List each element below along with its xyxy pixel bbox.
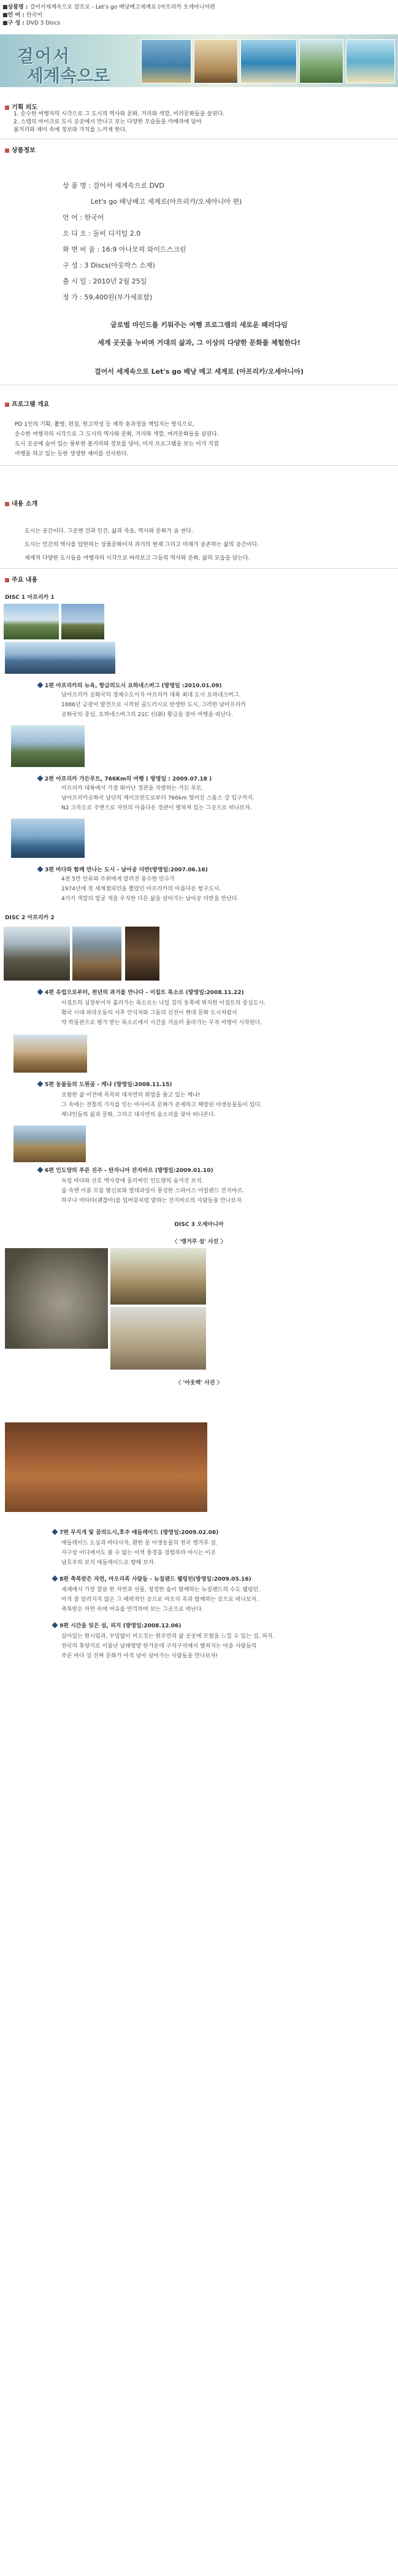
banner (0, 34, 398, 87)
episode-2-line: N2 고속도로 주변으로 자연의 아름다운 경관이 펼쳐져 있는 그곳으로 떠나보자. (61, 805, 252, 811)
episode-title-text: 7편 무지개 빛 꿈의도시,호주 애들레이드 (방영일:2009.02.08) (59, 1530, 219, 1536)
product-name: 상 품 명 : 걸어서 세계속으로 DVD (63, 182, 164, 190)
bullet-icon (5, 106, 9, 110)
photo-mine-tunnel (125, 927, 159, 981)
photo-outback-rocks (5, 1422, 207, 1512)
diamond-icon (37, 776, 44, 782)
slogan-1: 글로벌 마인드를 키워주는 여행 프로그램의 새로운 패러다임 (110, 321, 288, 329)
program-title-text: 프로그램 개요 (12, 401, 50, 408)
episode-4-line: 황국 시대 파라오들의 사후 안식처와 그들의 신전이 현대 문화 도시처럼서 (61, 1010, 237, 1016)
photo-wildlife (13, 1125, 86, 1162)
content-line: 세계적 다양한 도시들을 여행자의 시각으로 바라보고 그들의 역사와 문화, 삶의 모습을 담는다. (25, 555, 250, 561)
episode-4-line: 약 박물관으로 평가 받는 룩소르에서 시간을 거슬러 올라가는 무적 여행이 시작된다. (61, 1020, 262, 1026)
episode-8-line: 축복받은 자연 속에 여유를 만끽하며 보는 그곳으로 떠난다. (61, 1606, 204, 1613)
photo-harbor (11, 819, 85, 858)
episode-5-line: 포함한 삶 이전에 목목히 대자연의 위엄을 품고 있는 케냐! (61, 1092, 201, 1098)
photo-sea-lions (110, 1307, 206, 1370)
product-composition: 구 성 : 3 Discs(아웃박스 소재) (63, 261, 155, 269)
episode-5-line: 그 속에는 전통의 가치를 잇는 마사이족 문화가 존재하고 해방된 야생동물들이 있다. (61, 1102, 262, 1108)
divider (0, 568, 398, 569)
diamond-icon (37, 866, 44, 873)
episode-title-text: 8편 축복받은 자연, 마오리족 사람들 - 뉴질랜드 웰링턴(방영일:2009.05.16) (59, 1576, 251, 1583)
header-row-language (2, 12, 42, 19)
kangaroo-island-caption: 〈 '캥거루 섬' 사진 〉 (172, 1239, 226, 1245)
episode-3-line: 4천 5만 인류와 주위에게 알려진 용수한 민수가 (61, 876, 175, 882)
slogan-3: 걸어서 세계속으로 Let's go 배낭 메고 세계로 (아프리카/오세아니아) (94, 368, 304, 376)
header-row-composition (2, 20, 60, 27)
episode-6-line: 숲 속엔 이름 모를 향신료와 열대과일이 풍성한 스파이스 아일랜드 잔지바르. (61, 1188, 245, 1194)
episode-1-line: 남아프리카 공화국의 경제수도이자 아프리카 대륙 최대 도시 요하네스버그. (61, 692, 241, 698)
episode-title-text: 3편 바다와 함께 만나는 도시 - 남아공 더반(방영일:2007.06.16) (45, 867, 208, 873)
episode-9-line: 푸른 바다 섬 진짜 문화가 아직 남아 살아가는 사람들을 만나보자! (61, 1653, 218, 1659)
episode-2-title (38, 774, 212, 782)
header-value: 한국어 (26, 12, 42, 18)
content-title-text: 내용 소개 (12, 501, 38, 507)
plan-line: 2. 스탭의 마이크로 도시 곳곳에서 만나고 보는 다양한 모습들을 카메라에 담아 (13, 119, 202, 125)
episode-6-line: 독립 바다와 산호 백사장에 둘러싸인 인도양의 숨겨진 보석. (61, 1178, 204, 1184)
episode-3-line: 4가지 색깔의 얼굴 색을 우직한 다른 삶을 살아가는 남아공 더반을 만난다. (61, 896, 239, 902)
diamond-icon (52, 1622, 58, 1629)
diamond-icon (37, 989, 44, 995)
diamond-icon (52, 1529, 58, 1535)
content-line: 도시는 공간이다. 그곳엔 건과 인간, 삶과 죽음, 역사와 문화가 숨 쉰다. (25, 528, 193, 534)
header-label: ■상품명 : (2, 4, 30, 10)
episode-9-line: 천국의 휴양지로 이름난 남태평양 한가운데 구석구석에서 펼쳐지는 마을 사람들의 (61, 1643, 257, 1649)
outback-caption: 〈 '아웃백' 사진 〉 (175, 1380, 223, 1386)
banner-photo-beach (346, 39, 395, 83)
episode-5-title (38, 1080, 172, 1088)
episode-7-title (53, 1528, 218, 1536)
header-value: 걸어서세계속으로 알프로 - Let's go 배낭배고세계로 (아프리카 오세아니아편 (29, 4, 215, 10)
plan-line: 볼거리와 재미 속에 정보와 가치를 느끼게 한다. (13, 127, 128, 133)
episode-7-line: 지구상 어디에서도 볼 수 없는 이색 풍경을 경험하라 마시는 이곳 (61, 1550, 216, 1556)
episode-title-text: 5편 동물들의 도원골 - 케냐 (방영일:2008.11.15) (45, 1082, 172, 1088)
episode-6-title (38, 1166, 213, 1174)
bullet-icon (5, 148, 9, 153)
product-language: 언 어 : 한국어 (63, 214, 104, 222)
main-contents-title (5, 574, 37, 584)
header-label: ■언 어 : (2, 12, 26, 18)
product-subtitle: Let's go 배낭배고 세계로(아프리카/오세아니아 편) (91, 198, 242, 206)
banner-logo-line1: 걸어서 (17, 46, 71, 66)
product-audio: 오 디 오 : 돌비 디지털 2.0 (63, 229, 141, 237)
program-title (5, 399, 49, 408)
banner-photo-hill (299, 39, 343, 83)
photo-pavilion (72, 927, 121, 981)
episode-9-title (53, 1621, 181, 1629)
photo-mountain-coast (11, 725, 85, 767)
photo-tree (61, 604, 104, 639)
program-line: PD 1인의 기획, 촬영, 편집, 원고작성 등 제작 숏과정을 책임지는 방식으로, (15, 422, 194, 428)
episode-title-text: 1편 아프리카의 뉴욕, 항금의도시 요하네스버그 (방영일 :2010.01.09) (45, 683, 222, 689)
program-line: 도시 곳곳에 숨어 있는 풍부한 볼거리와 정보를 담아, 미지 프로그램을 보는 이가 직접 (15, 441, 219, 447)
episode-6-line: 하쿠나 마타타(괜찮아)를 입버릇처럼 말하는 잔지바르의 사람들을 만나보자. (61, 1198, 243, 1204)
banner-photo-sea (141, 39, 191, 83)
plan-line: 1. 순수한 여행자의 시각으로 그 도시의 역사와 문화, 거리와 색깔, 여러문화들을 살핀다. (13, 111, 225, 117)
product-aspect: 화 면 비 율 : 16:9 아나모픽 와이드스크린 (63, 245, 186, 253)
plan-title-text: 기획 의도 (12, 104, 38, 111)
episode-8-line: 세계에서 가장 깔끔 한 자연과 선물, 청정한 숲이 함께하는 뉴질랜드의 수도 웰링턴. (61, 1587, 261, 1593)
diamond-icon (37, 682, 44, 688)
episode-5-line: 케냐인들의 삶과 문화, 그리고 대자연의 숨소리를 찾아 떠나본다. (61, 1112, 216, 1118)
episode-7-line: 남호주의 보석 애들레이드로 향해 보자. (61, 1560, 156, 1566)
episode-3-title (38, 865, 208, 873)
episode-1-line: 1886년 금광이 발견으로 시작된 골드러시로 탄생한 도시, 그러한 남아프리카 (61, 702, 246, 708)
main-contents-title-text: 주요 내용 (12, 577, 38, 584)
episode-8-line: 아직 잘 알려지지 않은 그 매력적인 곳으로 마오리 족과 함께하는 곳으로 떠나보자. (61, 1597, 259, 1603)
episode-7-line: 애들레이드 도심과 바다사자, 환한 뭉 아생동물의 천국 캥거루 섬. (61, 1540, 218, 1546)
content-line: 도시는 인간의 역사를 압한하는 상품문화이자 과거의 현재 그리고 미래가 공존하는 삶의 공간이다. (25, 542, 259, 548)
photo-temple (13, 1035, 87, 1073)
episode-title-text: 9편 시간을 잊은 섬, 피지 (방영일:2008.12.06) (59, 1623, 182, 1629)
banner-logo-line2: 세계속으로 (27, 66, 110, 86)
diamond-icon (37, 1081, 44, 1087)
product-info-title-text: 상품정보 (12, 147, 36, 154)
banner-photo-city (194, 39, 238, 83)
header-value: DVD 3 Discs (26, 20, 60, 26)
episode-2-line: 남아프리카공화국 남단의 케이프반도로부터 766km 떨어진 스톰스 강 입구까지. (61, 795, 254, 801)
bullet-icon (5, 578, 9, 582)
header-row-title (2, 4, 215, 11)
photo-koala (5, 1248, 108, 1349)
product-info-title (5, 145, 36, 154)
episode-3-line: 1974년에 첫 세계챔피언을 뽑았던 아프리카의 아름다운 항구도시. (61, 886, 221, 892)
photo-savanna (4, 604, 59, 639)
disc2-label: DISC 2 아프리카 2 (5, 915, 55, 921)
episode-4-line: 이집트의 심장부이자 흘러가는 룩소르는 나일 강의 동쪽에 위치한 이집트의 중심도시. (61, 1000, 266, 1006)
photo-street (4, 927, 70, 981)
bullet-icon (5, 502, 9, 506)
header-label: ■구 성 : (2, 20, 26, 26)
episode-1-title (38, 681, 222, 689)
photo-city-view (5, 642, 115, 674)
plan-title (5, 102, 37, 111)
program-line: 여행을 하고 있는 듯한 생생한 재미를 선사한다. (15, 451, 129, 457)
bullet-icon (5, 403, 9, 407)
disc3-label: DISC 3 오세아니아 (174, 1222, 224, 1228)
content-title (5, 498, 37, 507)
episode-2-line: 아프리카 대륙에서 가장 뛰어난 경관을 자랑하는 가든 루트. (61, 785, 204, 792)
banner-photo-coast (240, 39, 297, 83)
disc1-label: DISC 1 아프리카 1 (5, 595, 55, 601)
episode-4-title (38, 988, 244, 996)
product-release-date: 출 시 일 : 2010년 2월 25일 (63, 277, 147, 285)
product-price: 정 가 : 59,400원(부가세포함) (63, 293, 153, 301)
episode-1-line: 공화국의 중심, 요하네스버그의 21C 신(新) 황금을 찾아 여행을 떠난다. (61, 712, 233, 718)
diamond-icon (37, 1167, 44, 1173)
episode-title-text: 2편 아프리카 가든루트, 766Km의 여행 ( 방영일 : 2009.07.18 ) (45, 776, 212, 782)
diamond-icon (52, 1576, 58, 1582)
episode-title-text: 4편 유럽으로부터, 천년의 과거를 만나다 - 이집트 룩소르 (방영일:2008.11.22) (45, 990, 244, 996)
program-line: 순수한 여행자의 시각으로 그 도시의 역사와 문화, 거리와 색깔, 여러문화들을 살핀다. (15, 431, 219, 438)
slogan-2: 세계 곳곳을 누비며 거대의 삶과, 그 이상의 다양한 문화를 체험한다! (98, 339, 300, 347)
episode-8-title (53, 1575, 251, 1583)
divider (0, 465, 398, 466)
episode-title-text: 6편 인도양의 푸른 진주 - 탄자니아 잔지바르 (방영일:2009.01.10) (45, 1168, 213, 1174)
photo-kangaroo (110, 1248, 206, 1305)
episode-9-line: 살아있는 원시림과, 꾸밈없이 미소짓는 원주민의 삶 곳곳에 모험을 느낄 수 있는 섬, 피지. (61, 1633, 275, 1640)
